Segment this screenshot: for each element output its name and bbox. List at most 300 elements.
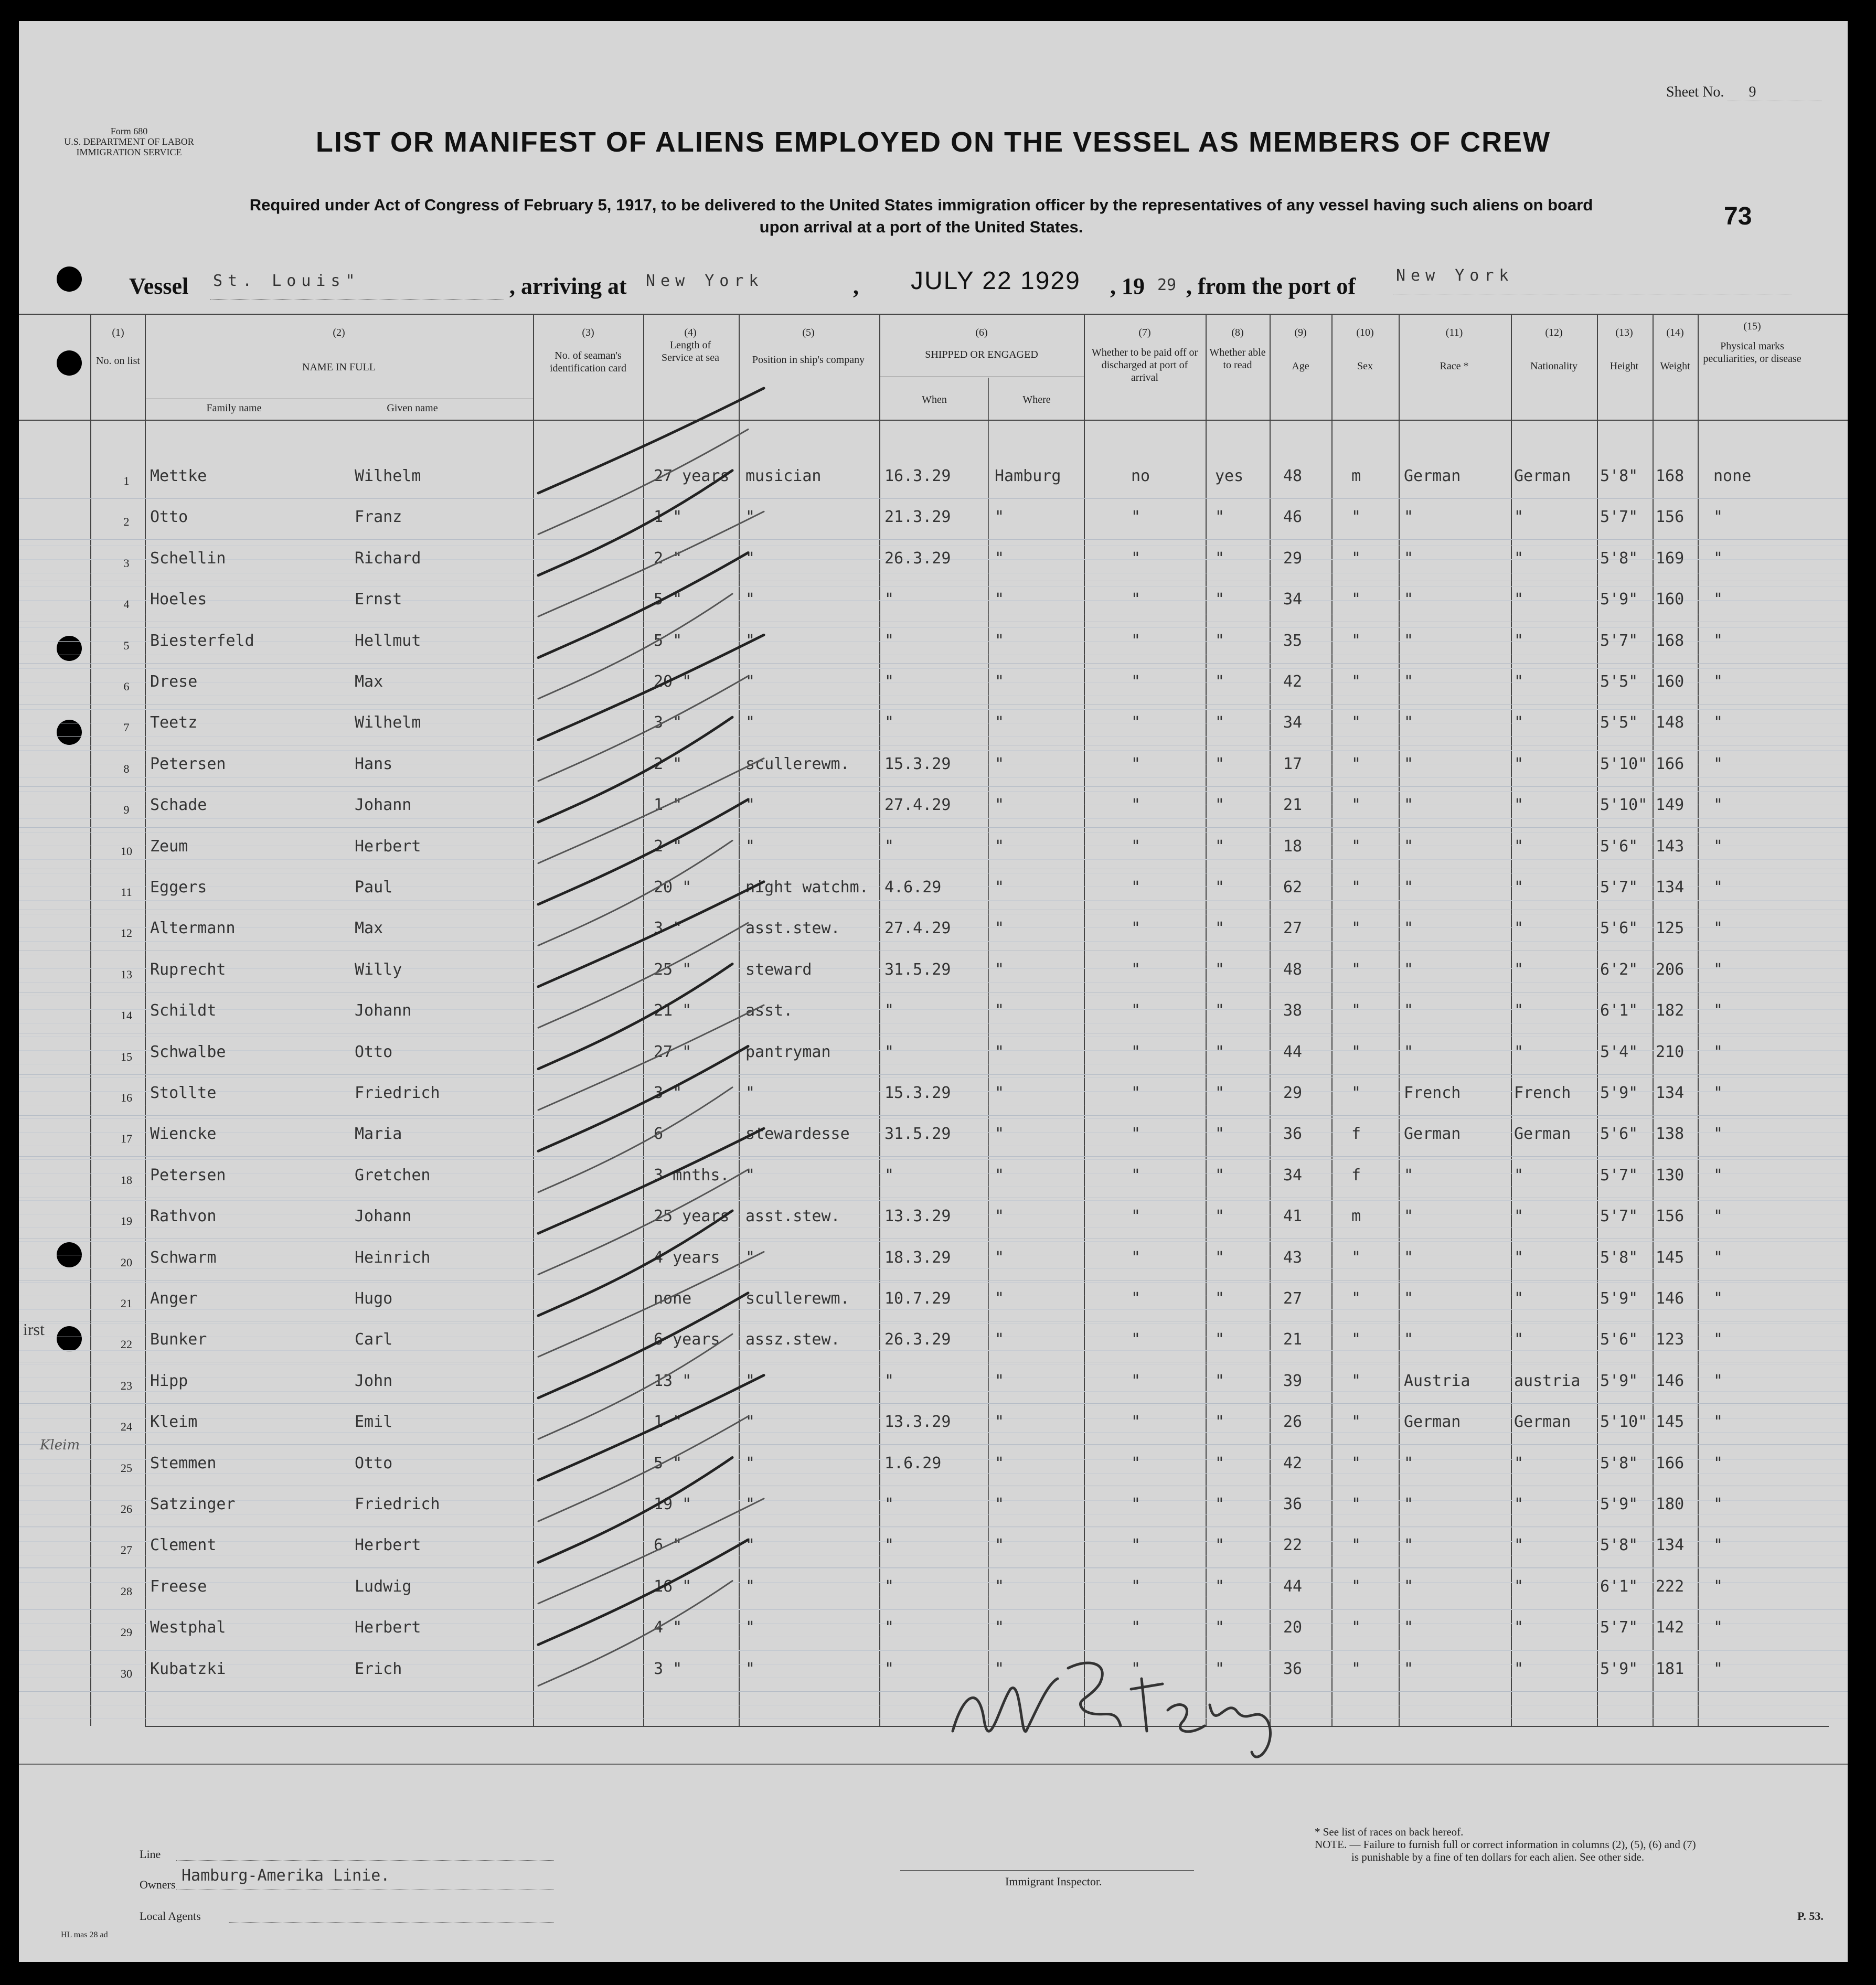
cell-family-name: Schade: [150, 796, 207, 815]
cell-shipped-when: ": [884, 1659, 894, 1678]
cell-height: 5'8": [1600, 467, 1638, 485]
cell-shipped-when: ": [884, 1618, 894, 1637]
cell-row-number: 17: [121, 1132, 132, 1146]
cell-nationality: ": [1514, 1495, 1524, 1513]
cell-paid-off: ": [1131, 1042, 1141, 1061]
cell-weight: 206: [1656, 960, 1685, 979]
cell-sex: ": [1351, 1371, 1361, 1390]
cell-ship-position: stewardesse: [745, 1125, 850, 1144]
manifest-sheet: [19, 21, 1848, 1962]
department-name: U.S. DEPARTMENT OF LABOR: [64, 136, 194, 147]
cell-able-to-read: ": [1215, 754, 1225, 773]
cell-family-name: Altermann: [150, 919, 236, 938]
cell-nationality: ": [1514, 590, 1524, 609]
cell-race: ": [1404, 1659, 1414, 1678]
cell-weight: 134: [1656, 1084, 1685, 1102]
cell-row-number: 11: [121, 885, 132, 899]
cell-row-number: 19: [121, 1214, 132, 1228]
cell-ship-position: ": [745, 1166, 755, 1184]
cell-race: ": [1404, 919, 1414, 938]
cell-age: 41: [1283, 1207, 1303, 1226]
cell-service-length: 2 ": [654, 837, 683, 856]
cell-row-number: 28: [121, 1584, 132, 1598]
cell-paid-off: ": [1131, 549, 1141, 568]
cell-family-name: Clement: [150, 1536, 217, 1555]
col-15-label: Physical marks peculiarities, or disease: [1703, 340, 1802, 365]
cell-sex: m: [1351, 467, 1361, 485]
cell-shipped-where: ": [995, 590, 1005, 609]
cell-row-number: 21: [121, 1297, 132, 1310]
cell-height: 5'4": [1600, 1042, 1638, 1061]
cell-ship-position: steward: [745, 960, 812, 979]
col-13-number: (13): [1615, 327, 1633, 338]
cell-height: 6'1": [1600, 1001, 1638, 1020]
cell-weight: 146: [1656, 1371, 1685, 1390]
cell-ship-position: scullerewm.: [745, 1289, 850, 1308]
cell-paid-off: ": [1131, 590, 1141, 609]
cell-nationality: ": [1514, 1001, 1524, 1020]
cell-row-number: 2: [123, 515, 130, 529]
cell-race: ": [1404, 1536, 1414, 1555]
cell-nationality: ": [1514, 549, 1524, 568]
cell-able-to-read: ": [1215, 837, 1225, 856]
cell-nationality: ": [1514, 837, 1524, 856]
cell-race: ": [1404, 960, 1414, 979]
cell-service-length: 2 ": [654, 754, 683, 773]
cell-shipped-when: ": [884, 1536, 894, 1555]
cell-row-number: 25: [121, 1461, 132, 1475]
cell-ship-position: scullerewm.: [745, 754, 850, 773]
cell-family-name: Drese: [150, 673, 198, 691]
cell-height: 5'10": [1600, 796, 1648, 815]
cell-nationality: ": [1514, 1248, 1524, 1267]
cell-age: 21: [1283, 1330, 1303, 1349]
cell-sex: ": [1351, 1659, 1361, 1678]
cell-height: 5'7": [1600, 631, 1638, 650]
line-underline: [176, 1860, 554, 1861]
cell-given-name: Emil: [355, 1413, 393, 1432]
col-11-number: (11): [1445, 327, 1463, 338]
cell-age: 27: [1283, 919, 1303, 938]
footer-notes: [1315, 1826, 1696, 1863]
cell-height: 5'7": [1600, 878, 1638, 897]
cell-weight: 146: [1656, 1289, 1685, 1308]
service-name: IMMIGRATION SERVICE: [76, 147, 182, 157]
cell-family-name: Schellin: [150, 549, 226, 568]
cell-nationality: ": [1514, 960, 1524, 979]
cell-age: 20: [1283, 1618, 1303, 1637]
cell-nationality: austria: [1514, 1371, 1581, 1390]
cell-row-number: 8: [123, 762, 130, 775]
cell-given-name: John: [355, 1371, 393, 1390]
cell-shipped-when: ": [884, 1166, 894, 1184]
col-15-number: (15): [1743, 321, 1761, 332]
cell-paid-off: no: [1131, 467, 1150, 485]
cell-weight: 123: [1656, 1330, 1685, 1349]
cell-weight: 182: [1656, 1001, 1685, 1020]
cell-row-number: 12: [121, 926, 132, 940]
cell-row-number: 1: [123, 474, 130, 487]
agents-label: Local Agents: [140, 1909, 201, 1923]
cell-service-length: 3 ": [654, 919, 683, 938]
cell-physical-marks: ": [1713, 960, 1723, 979]
cell-row-number: 30: [121, 1667, 132, 1680]
cell-ship-position: ": [745, 1659, 755, 1678]
col-13-label: Height: [1609, 360, 1639, 372]
cell-shipped-where: ": [995, 1371, 1005, 1390]
col-6-label: SHIPPED OR ENGAGED: [925, 349, 1038, 360]
cell-ship-position: ": [745, 1248, 755, 1267]
cell-shipped-when: 26.3.29: [884, 549, 951, 568]
cell-physical-marks: ": [1713, 1454, 1723, 1472]
cell-family-name: Schwarm: [150, 1248, 217, 1267]
cell-age: 36: [1283, 1659, 1303, 1678]
cell-able-to-read: ": [1215, 549, 1225, 568]
cell-height: 5'8": [1600, 1536, 1638, 1555]
cell-ship-position: ": [745, 1536, 755, 1555]
cell-ship-position: ": [745, 1454, 755, 1472]
cell-age: 48: [1283, 467, 1303, 485]
cell-physical-marks: ": [1713, 1330, 1723, 1349]
cell-nationality: ": [1514, 508, 1524, 527]
cell-given-name: Franz: [355, 508, 402, 527]
cell-given-name: Heinrich: [355, 1248, 431, 1267]
cell-shipped-when: ": [884, 1371, 894, 1390]
cell-family-name: Zeum: [150, 837, 188, 856]
cell-physical-marks: ": [1713, 713, 1723, 732]
cell-age: 62: [1283, 878, 1303, 897]
cell-service-length: 3 ": [654, 1659, 683, 1678]
cell-paid-off: ": [1131, 796, 1141, 815]
cell-service-length: 27 years: [654, 467, 730, 485]
cell-given-name: Ernst: [355, 590, 402, 609]
cell-sex: f: [1351, 1125, 1361, 1144]
arriving-comma: ,: [853, 273, 859, 299]
cell-paid-off: ": [1131, 1001, 1141, 1020]
cell-service-length: 3 ": [654, 713, 683, 732]
cell-service-length: none: [654, 1289, 692, 1308]
cell-given-name: Paul: [355, 878, 393, 897]
cell-race: ": [1404, 1495, 1414, 1513]
cell-paid-off: ": [1131, 1618, 1141, 1637]
cell-weight: 134: [1656, 878, 1685, 897]
cell-height: 5'6": [1600, 1330, 1638, 1349]
cell-shipped-where: ": [995, 1577, 1005, 1596]
cell-physical-marks: ": [1713, 1248, 1723, 1267]
cell-family-name: Teetz: [150, 713, 198, 732]
col-1-label: No. on list: [96, 355, 140, 367]
cell-ship-position: ": [745, 1577, 755, 1596]
cell-row-number: 18: [121, 1173, 132, 1187]
cell-able-to-read: ": [1215, 1166, 1225, 1184]
cell-service-length: 20 ": [654, 878, 692, 897]
cell-shipped-where: ": [995, 878, 1005, 897]
cell-sex: ": [1351, 1084, 1361, 1102]
cell-able-to-read: ": [1215, 631, 1225, 650]
cell-shipped-when: 31.5.29: [884, 1125, 951, 1144]
cell-weight: 166: [1656, 1454, 1685, 1472]
cell-shipped-where: ": [995, 673, 1005, 691]
cell-nationality: ": [1514, 631, 1524, 650]
cell-age: 38: [1283, 1001, 1303, 1020]
cell-family-name: Hipp: [150, 1371, 188, 1390]
cell-nationality: ": [1514, 1454, 1524, 1472]
cell-given-name: Hellmut: [355, 631, 421, 650]
cell-physical-marks: ": [1713, 878, 1723, 897]
cell-family-name: Freese: [150, 1577, 207, 1596]
cell-age: 34: [1283, 713, 1303, 732]
cell-ship-position: ": [745, 590, 755, 609]
cell-ship-position: night watchm.: [745, 878, 869, 897]
col-5-number: (5): [802, 327, 815, 338]
cell-shipped-where: ": [995, 1330, 1005, 1349]
cell-able-to-read: ": [1215, 1495, 1225, 1513]
cell-race: ": [1404, 1289, 1414, 1308]
cell-nationality: ": [1514, 1536, 1524, 1555]
cell-shipped-where: ": [995, 1125, 1005, 1144]
cell-service-length: 6: [654, 1125, 664, 1144]
cell-shipped-when: 26.3.29: [884, 1330, 951, 1349]
cell-ship-position: assz.stew.: [745, 1330, 840, 1349]
cell-sex: ": [1351, 1001, 1361, 1020]
cell-race: ": [1404, 1330, 1414, 1349]
arriving-port: New York: [646, 272, 764, 290]
cell-row-number: 6: [123, 680, 130, 693]
cell-able-to-read: ": [1215, 1248, 1225, 1267]
cell-shipped-where: ": [995, 1659, 1005, 1678]
cell-sex: ": [1351, 1248, 1361, 1267]
from-port: New York: [1396, 266, 1514, 285]
col-2-number: (2): [333, 327, 345, 338]
cell-service-length: 20 ": [654, 673, 692, 691]
cell-shipped-when: 13.3.29: [884, 1413, 951, 1432]
cell-given-name: Otto: [355, 1454, 393, 1472]
cell-service-length: 25 ": [654, 960, 692, 979]
cell-family-name: Biesterfeld: [150, 631, 254, 650]
cell-paid-off: ": [1131, 713, 1141, 732]
cell-family-name: Stemmen: [150, 1454, 217, 1472]
col-8-label: Whether able to read: [1209, 347, 1266, 371]
cell-row-number: 5: [123, 638, 130, 652]
cell-family-name: Schildt: [150, 1001, 217, 1020]
cell-sex: ": [1351, 1454, 1361, 1472]
page-code: P. 53.: [1797, 1909, 1824, 1923]
cell-service-length: 25 years: [654, 1207, 730, 1226]
cell-race: Austria: [1404, 1371, 1470, 1390]
cell-sex: ": [1351, 1330, 1361, 1349]
cell-given-name: Otto: [355, 1042, 393, 1061]
col-8-number: (8): [1231, 327, 1244, 338]
sheet-number-label: Sheet No.: [1666, 84, 1724, 100]
cell-able-to-read: ": [1215, 1084, 1225, 1102]
cell-nationality: ": [1514, 1618, 1524, 1637]
cell-given-name: Friedrich: [355, 1495, 440, 1513]
cell-paid-off: ": [1131, 1577, 1141, 1596]
cell-paid-off: ": [1131, 1495, 1141, 1513]
cell-age: 26: [1283, 1413, 1303, 1432]
cell-race: ": [1404, 1042, 1414, 1061]
cell-shipped-when: 18.3.29: [884, 1248, 951, 1267]
cell-shipped-when: 10.7.29: [884, 1289, 951, 1308]
cell-height: 5'5": [1600, 673, 1638, 691]
cell-able-to-read: ": [1215, 1042, 1225, 1061]
pen-stroke: [538, 717, 732, 822]
cell-shipped-when: 15.3.29: [884, 1084, 951, 1102]
cell-service-length: 5 ": [654, 590, 683, 609]
cell-shipped-where: ": [995, 1084, 1005, 1102]
cell-family-name: Eggers: [150, 878, 207, 897]
cell-sex: ": [1351, 754, 1361, 773]
cell-paid-off: ": [1131, 1330, 1141, 1349]
cell-weight: 156: [1656, 1207, 1685, 1226]
pen-stroke: [538, 1211, 732, 1316]
cell-height: 5'9": [1600, 1289, 1638, 1308]
cell-age: 29: [1283, 549, 1303, 568]
cell-sex: ": [1351, 508, 1361, 527]
pen-stroke: [538, 388, 764, 493]
cell-shipped-when: ": [884, 590, 894, 609]
cell-age: 39: [1283, 1371, 1303, 1390]
cell-race: ": [1404, 713, 1414, 732]
col-7-label: Whether to be paid off or discharged at port of arrival: [1091, 347, 1198, 383]
cell-weight: 143: [1656, 837, 1685, 856]
cell-height: 5'5": [1600, 713, 1638, 732]
cell-given-name: Maria: [355, 1125, 402, 1144]
cell-physical-marks: ": [1713, 837, 1723, 856]
cell-shipped-where: ": [995, 1536, 1005, 1555]
cell-paid-off: ": [1131, 1371, 1141, 1390]
cell-given-name: Max: [355, 919, 383, 938]
cell-row-number: 20: [121, 1255, 132, 1269]
cell-physical-marks: ": [1713, 1084, 1723, 1102]
cell-physical-marks: ": [1713, 919, 1723, 938]
pen-stroke: [538, 1087, 732, 1192]
cell-family-name: Mettke: [150, 467, 207, 485]
cell-ship-position: ": [745, 796, 755, 815]
cell-shipped-when: 4.6.29: [884, 878, 942, 897]
cell-physical-marks: ": [1713, 754, 1723, 773]
cell-ship-position: ": [745, 1618, 755, 1637]
cell-row-number: 26: [121, 1502, 132, 1516]
cell-race: ": [1404, 508, 1414, 527]
cell-service-length: 4 ": [654, 1618, 683, 1637]
cell-shipped-when: ": [884, 713, 894, 732]
form-number: Form 680: [110, 126, 148, 136]
cell-sex: ": [1351, 1042, 1361, 1061]
cell-given-name: Max: [355, 673, 383, 691]
col-1-number: (1): [112, 327, 124, 338]
cell-row-number: 23: [121, 1379, 132, 1392]
cell-paid-off: ": [1131, 754, 1141, 773]
cell-shipped-when: ": [884, 1577, 894, 1596]
cell-given-name: Wilhelm: [355, 467, 421, 485]
cell-paid-off: ": [1131, 1536, 1141, 1555]
cell-given-name: Willy: [355, 960, 402, 979]
cell-age: 36: [1283, 1495, 1303, 1513]
cell-height: 5'10": [1600, 754, 1648, 773]
cell-height: 5'7": [1600, 508, 1638, 527]
cell-race: ": [1404, 1248, 1414, 1267]
cell-physical-marks: ": [1713, 1659, 1723, 1678]
footer-note-races: * See list of races on back hereof.: [1315, 1826, 1464, 1838]
cell-sex: ": [1351, 590, 1361, 609]
col-2-given-label: Given name: [387, 402, 438, 414]
cell-age: 42: [1283, 673, 1303, 691]
cell-able-to-read: ": [1215, 1536, 1225, 1555]
cell-ship-position: pantryman: [745, 1042, 831, 1061]
cell-sex: ": [1351, 549, 1361, 568]
cell-race: ": [1404, 878, 1414, 897]
cell-able-to-read: ": [1215, 878, 1225, 897]
cell-given-name: Erich: [355, 1659, 402, 1678]
cell-shipped-when: 16.3.29: [884, 467, 951, 485]
cell-nationality: ": [1514, 1042, 1524, 1061]
cell-sex: ": [1351, 713, 1361, 732]
cell-sex: ": [1351, 1618, 1361, 1637]
vessel-name: St. Louis": [213, 272, 360, 290]
cell-ship-position: ": [745, 673, 755, 691]
cell-able-to-read: ": [1215, 590, 1225, 609]
cell-age: 36: [1283, 1125, 1303, 1144]
cell-age: 27: [1283, 1289, 1303, 1308]
cell-row-number: 4: [123, 597, 130, 611]
subtitle-line-1: Required under Act of Congress of February 5, 1917, to be delivered to the United States immigration officer by the representatives of any vessel having such aliens on board: [249, 196, 1593, 214]
cell-able-to-read: ": [1215, 508, 1225, 527]
cell-physical-marks: ": [1713, 1618, 1723, 1637]
cell-shipped-where: ": [995, 1289, 1005, 1308]
cell-row-number: 16: [121, 1091, 132, 1104]
line-label: Line: [140, 1848, 161, 1861]
cell-weight: 168: [1656, 467, 1685, 485]
cell-paid-off: ": [1131, 1084, 1141, 1102]
cell-physical-marks: ": [1713, 796, 1723, 815]
cell-row-number: 7: [123, 721, 130, 734]
cell-height: 5'6": [1600, 1125, 1638, 1144]
cell-weight: 222: [1656, 1577, 1685, 1596]
cell-weight: 181: [1656, 1659, 1685, 1678]
col-3-number: (3): [582, 327, 594, 338]
cell-able-to-read: ": [1215, 1001, 1225, 1020]
cell-row-number: 13: [121, 967, 132, 981]
cell-race: ": [1404, 673, 1414, 691]
cell-shipped-where: ": [995, 1454, 1005, 1472]
cell-service-length: 6 ": [654, 1536, 683, 1555]
cell-race: ": [1404, 1577, 1414, 1596]
cell-physical-marks: none: [1713, 467, 1752, 485]
cell-able-to-read: ": [1215, 796, 1225, 815]
cell-shipped-where: ": [995, 1495, 1005, 1513]
cell-weight: 168: [1656, 631, 1685, 650]
cell-shipped-when: ": [884, 1042, 894, 1061]
cell-shipped-where: ": [995, 631, 1005, 650]
cell-row-number: 10: [121, 844, 132, 858]
cell-ship-position: asst.stew.: [745, 1207, 840, 1226]
cell-physical-marks: ": [1713, 508, 1723, 527]
cell-service-length: 1 ": [654, 1413, 683, 1432]
cell-able-to-read: ": [1215, 960, 1225, 979]
cell-height: 5'8": [1600, 549, 1638, 568]
cell-row-number: 29: [121, 1626, 132, 1639]
pen-stroke: [538, 471, 732, 575]
cell-height: 5'7": [1600, 1618, 1638, 1637]
col-6-number: (6): [975, 327, 988, 338]
cell-physical-marks: ": [1713, 1577, 1723, 1596]
year-suffix: 29: [1157, 276, 1177, 294]
cell-sex: ": [1351, 1536, 1361, 1555]
cell-service-length: 3 mnths.: [654, 1166, 730, 1184]
pen-stroke: [538, 1334, 732, 1439]
cell-row-number: 3: [123, 556, 130, 570]
